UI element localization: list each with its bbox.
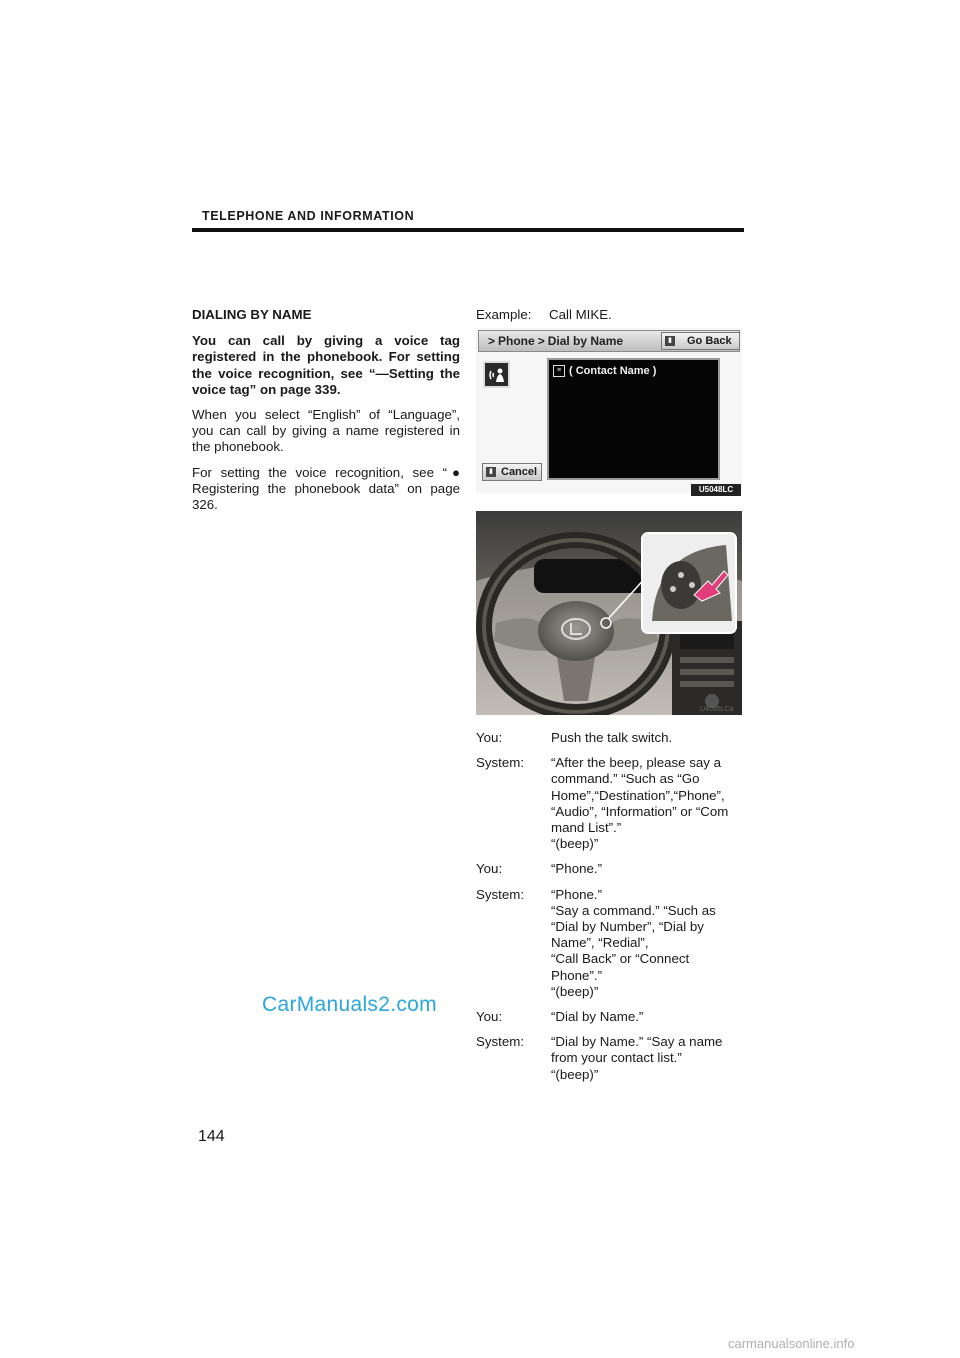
dialog-text: “Phone.” “Say a command.” “Such as “Dial by Number”, “Dial by Name”, “Redial”, “Call Back” or “Connect Phone”.” “(beep)”	[551, 886, 716, 999]
dialog-row	[476, 861, 746, 877]
example-line	[476, 307, 612, 322]
contact-name-label: ( Contact Name )	[569, 365, 657, 377]
dialog-text: “Phone.”	[551, 861, 602, 877]
go-back-button[interactable]	[661, 332, 740, 350]
chevron-right-icon: >	[537, 334, 545, 348]
dialog-row	[476, 1009, 746, 1025]
footer-watermark: carmanualsonline.info	[728, 1336, 855, 1351]
paragraph-phonebook: For setting the voice recognition, see “● Registering the phonebook data” on page 326.	[192, 464, 460, 513]
dialog-text: “Dial by Name.” “Say a name from your contact list.” “(beep)”	[551, 1034, 723, 1082]
watermark: CarManuals2.com	[262, 993, 437, 1016]
list-icon: ≡	[553, 365, 565, 377]
dialog-row	[476, 755, 746, 852]
example-label: Example:	[476, 307, 532, 322]
left-column	[192, 307, 460, 522]
talk-switch-icon: ▮	[665, 336, 675, 346]
dialog-text: “Dial by Name.”	[551, 1009, 644, 1025]
dialog-speaker: System:	[476, 1034, 525, 1050]
steering-wheel-photo	[476, 511, 742, 715]
dialog-speaker: System:	[476, 755, 525, 771]
go-back-label: Go Back	[687, 335, 732, 347]
page-number: 144	[198, 1128, 225, 1145]
contact-name-prompt	[553, 365, 656, 377]
breadcrumb-dial-by-name: Dial by Name	[547, 334, 624, 348]
dialog-row	[476, 887, 746, 1000]
lead-paragraph: You can call by giving a voice tag registered in the phonebook. For setting the voice recognition, see “—Setting the voice tag” on page 339.	[192, 333, 460, 397]
dialog-speaker: System:	[476, 886, 525, 902]
contact-name-panel	[547, 358, 720, 480]
breadcrumb-phone[interactable]: Phone	[498, 334, 535, 348]
cancel-button[interactable]	[482, 463, 542, 481]
section-title: TELEPHONE AND INFORMATION	[202, 209, 415, 223]
example-text: Call MIKE.	[549, 307, 612, 322]
dialog-text: “After the beep, please say a command.” “Such as “Go Home”,“Destination”,“Phone”, “Audio”, “Information” or “Com mand List”.” “(beep)”	[551, 755, 729, 852]
dialog-speaker: You:	[476, 1009, 503, 1025]
steering-wheel-figure	[476, 511, 742, 715]
dialog-text: Push the talk switch.	[551, 730, 673, 745]
figure-code-wheel: U4035LCa	[700, 706, 734, 713]
voice-dialog	[476, 730, 746, 1092]
breadcrumb	[485, 334, 623, 348]
dialog-speaker: You:	[476, 861, 503, 877]
paragraph-language: When you select “English” of “Language”, you can call by giving a name registered in the phonebook.	[192, 407, 460, 455]
cancel-label: Cancel	[501, 466, 538, 478]
screen-title-bar	[478, 330, 740, 352]
dial-by-name-screen-figure	[476, 328, 742, 493]
dialog-row	[476, 1034, 746, 1083]
voice-command-icon[interactable]	[483, 361, 510, 388]
figure-code-screen: U5048LC	[691, 484, 741, 496]
header-rule	[192, 228, 744, 232]
section-heading: DIALING BY NAME	[192, 307, 312, 322]
dialog-speaker: You:	[476, 730, 503, 745]
talk-switch-icon: ▮	[486, 467, 496, 477]
dialog-row	[476, 730, 746, 746]
chevron-right-icon: >	[488, 334, 496, 348]
